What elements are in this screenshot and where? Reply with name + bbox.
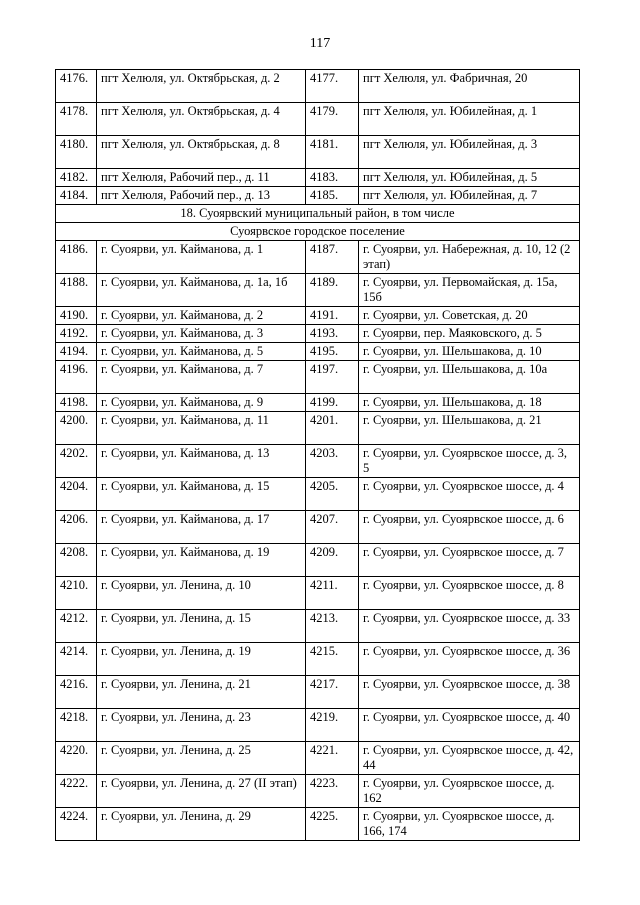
address-cell: г. Суоярви, ул. Ленина, д. 21 xyxy=(97,676,306,709)
address-table xyxy=(55,69,580,841)
address-cell: г. Суоярви, ул. Кайманова, д. 17 xyxy=(97,511,306,544)
address-cell: г. Суоярви, ул. Ленина, д. 19 xyxy=(97,643,306,676)
address-cell: г. Суоярви, ул. Кайманова, д. 15 xyxy=(97,478,306,511)
row-number: 4184. xyxy=(56,187,97,205)
address-cell: г. Суоярви, ул. Шельшакова, д. 10а xyxy=(359,361,580,394)
row-number: 4217. xyxy=(306,676,359,709)
row-number: 4218. xyxy=(56,709,97,742)
table-row xyxy=(56,775,580,808)
row-number: 4192. xyxy=(56,325,97,343)
address-cell: г. Суоярви, ул. Первомайская, д. 15а, 15б xyxy=(359,274,580,307)
row-number: 4223. xyxy=(306,775,359,808)
address-cell: г. Суоярви, ул. Кайманова, д. 13 xyxy=(97,445,306,478)
row-number: 4197. xyxy=(306,361,359,394)
address-cell: г. Суоярви, ул. Шельшакова, д. 21 xyxy=(359,412,580,445)
row-number: 4181. xyxy=(306,136,359,169)
address-cell: г. Суоярви, ул. Кайманова, д. 1а, 1б xyxy=(97,274,306,307)
address-cell: г. Суоярви, ул. Суоярвское шоссе, д. 8 xyxy=(359,577,580,610)
address-cell: г. Суоярви, ул. Кайманова, д. 5 xyxy=(97,343,306,361)
row-number: 4204. xyxy=(56,478,97,511)
table-row xyxy=(56,445,580,478)
address-cell: пгт Хелюля, ул. Фабричная, 20 xyxy=(359,70,580,103)
table-row xyxy=(56,544,580,577)
section-title: 18. Суоярвский муниципальный район, в том числе xyxy=(56,205,580,223)
table-row xyxy=(56,169,580,187)
address-cell: г. Суоярви, ул. Кайманова, д. 3 xyxy=(97,325,306,343)
address-cell: г. Суоярви, ул. Кайманова, д. 11 xyxy=(97,412,306,445)
row-number: 4224. xyxy=(56,808,97,841)
address-cell: пгт Хелюля, ул. Юбилейная, д. 5 xyxy=(359,169,580,187)
table-row xyxy=(56,187,580,205)
table-row xyxy=(56,742,580,775)
table-row xyxy=(56,307,580,325)
row-number: 4194. xyxy=(56,343,97,361)
row-number: 4206. xyxy=(56,511,97,544)
row-number: 4177. xyxy=(306,70,359,103)
row-number: 4208. xyxy=(56,544,97,577)
table-row xyxy=(56,70,580,103)
address-cell: г. Суоярви, ул. Ленина, д. 23 xyxy=(97,709,306,742)
address-cell: г. Суоярви, ул. Суоярвское шоссе, д. 6 xyxy=(359,511,580,544)
row-number: 4198. xyxy=(56,394,97,412)
table-row xyxy=(56,412,580,445)
address-cell: г. Суоярви, ул. Кайманова, д. 7 xyxy=(97,361,306,394)
address-cell: г. Суоярви, ул. Суоярвское шоссе, д. 166, 174 xyxy=(359,808,580,841)
row-number: 4191. xyxy=(306,307,359,325)
address-cell: г. Суоярви, ул. Суоярвское шоссе, д. 3, 5 xyxy=(359,445,580,478)
table-row xyxy=(56,610,580,643)
row-number: 4225. xyxy=(306,808,359,841)
row-number: 4185. xyxy=(306,187,359,205)
address-cell: г. Суоярви, ул. Суоярвское шоссе, д. 7 xyxy=(359,544,580,577)
table-row xyxy=(56,709,580,742)
row-number: 4193. xyxy=(306,325,359,343)
address-cell: пгт Хелюля, ул. Октябрьская, д. 2 xyxy=(97,70,306,103)
row-number: 4207. xyxy=(306,511,359,544)
row-number: 4220. xyxy=(56,742,97,775)
row-number: 4199. xyxy=(306,394,359,412)
address-cell: г. Суоярви, ул. Суоярвское шоссе, д. 4 xyxy=(359,478,580,511)
address-cell: г. Суоярви, ул. Ленина, д. 29 xyxy=(97,808,306,841)
address-cell: пгт Хелюля, ул. Юбилейная, д. 3 xyxy=(359,136,580,169)
address-cell: г. Суоярви, ул. Советская, д. 20 xyxy=(359,307,580,325)
address-cell: г. Суоярви, ул. Ленина, д. 25 xyxy=(97,742,306,775)
table-row xyxy=(56,511,580,544)
table-row xyxy=(56,478,580,511)
row-number: 4189. xyxy=(306,274,359,307)
row-number: 4179. xyxy=(306,103,359,136)
table-row xyxy=(56,361,580,394)
row-number: 4195. xyxy=(306,343,359,361)
row-number: 4180. xyxy=(56,136,97,169)
row-number: 4182. xyxy=(56,169,97,187)
address-cell: г. Суоярви, ул. Суоярвское шоссе, д. 33 xyxy=(359,610,580,643)
row-number: 4216. xyxy=(56,676,97,709)
row-number: 4211. xyxy=(306,577,359,610)
address-cell: пгт Хелюля, ул. Юбилейная, д. 1 xyxy=(359,103,580,136)
address-cell: г. Суоярви, ул. Кайманова, д. 1 xyxy=(97,241,306,274)
row-number: 4188. xyxy=(56,274,97,307)
row-number: 4186. xyxy=(56,241,97,274)
address-cell: г. Суоярви, ул. Суоярвское шоссе, д. 38 xyxy=(359,676,580,709)
row-number: 4190. xyxy=(56,307,97,325)
row-number: 4210. xyxy=(56,577,97,610)
subsection-title: Суоярвское городское поселение xyxy=(56,223,580,241)
page-number: 117 xyxy=(309,36,331,51)
table-row xyxy=(56,643,580,676)
row-number: 4187. xyxy=(306,241,359,274)
row-number: 4219. xyxy=(306,709,359,742)
row-number: 4215. xyxy=(306,643,359,676)
row-number: 4212. xyxy=(56,610,97,643)
address-cell: г. Суоярви, ул. Шельшакова, д. 18 xyxy=(359,394,580,412)
address-cell: г. Суоярви, ул. Суоярвское шоссе, д. 36 xyxy=(359,643,580,676)
address-cell: г. Суоярви, ул. Ленина, д. 27 (II этап) xyxy=(97,775,306,808)
table-row xyxy=(56,325,580,343)
address-cell: г. Суоярви, ул. Суоярвское шоссе, д. 42, 44 xyxy=(359,742,580,775)
address-cell: пгт Хелюля, ул. Юбилейная, д. 7 xyxy=(359,187,580,205)
row-number: 4222. xyxy=(56,775,97,808)
row-number: 4196. xyxy=(56,361,97,394)
address-cell: пгт Хелюля, Рабочий пер., д. 11 xyxy=(97,169,306,187)
table-row xyxy=(56,103,580,136)
address-cell: пгт Хелюля, ул. Октябрьская, д. 4 xyxy=(97,103,306,136)
table-row xyxy=(56,136,580,169)
row-number: 4201. xyxy=(306,412,359,445)
address-cell: пгт Хелюля, Рабочий пер., д. 13 xyxy=(97,187,306,205)
row-number: 4183. xyxy=(306,169,359,187)
address-cell: пгт Хелюля, ул. Октябрьская, д. 8 xyxy=(97,136,306,169)
row-number: 4203. xyxy=(306,445,359,478)
row-number: 4214. xyxy=(56,643,97,676)
row-number: 4213. xyxy=(306,610,359,643)
row-number: 4178. xyxy=(56,103,97,136)
subsection-header-row xyxy=(56,223,580,241)
row-number: 4205. xyxy=(306,478,359,511)
table-row xyxy=(56,577,580,610)
table-row xyxy=(56,676,580,709)
address-cell: г. Суоярви, ул. Суоярвское шоссе, д. 162 xyxy=(359,775,580,808)
row-number: 4200. xyxy=(56,412,97,445)
address-cell: г. Суоярви, ул. Кайманова, д. 2 xyxy=(97,307,306,325)
row-number: 4176. xyxy=(56,70,97,103)
address-cell: г. Суоярви, ул. Кайманова, д. 19 xyxy=(97,544,306,577)
address-cell: г. Суоярви, ул. Набережная, д. 10, 12 (2 этап) xyxy=(359,241,580,274)
table-row xyxy=(56,343,580,361)
table-row xyxy=(56,808,580,841)
table-row xyxy=(56,241,580,274)
address-cell: г. Суоярви, ул. Кайманова, д. 9 xyxy=(97,394,306,412)
row-number: 4202. xyxy=(56,445,97,478)
table-row xyxy=(56,394,580,412)
row-number: 4209. xyxy=(306,544,359,577)
section-header-row xyxy=(56,205,580,223)
address-cell: г. Суоярви, ул. Шельшакова, д. 10 xyxy=(359,343,580,361)
address-cell: г. Суоярви, ул. Ленина, д. 10 xyxy=(97,577,306,610)
row-number: 4221. xyxy=(306,742,359,775)
address-cell: г. Суоярви, ул. Ленина, д. 15 xyxy=(97,610,306,643)
address-cell: г. Суоярви, ул. Суоярвское шоссе, д. 40 xyxy=(359,709,580,742)
table-row xyxy=(56,274,580,307)
address-cell: г. Суоярви, пер. Маяковского, д. 5 xyxy=(359,325,580,343)
